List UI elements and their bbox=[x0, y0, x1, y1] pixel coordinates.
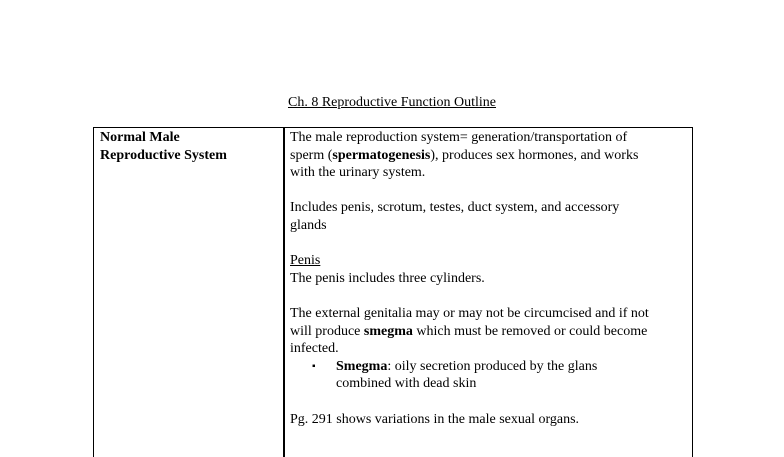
ext-line-2-end: which must be removed or could become bbox=[412, 323, 648, 339]
topic-cell bbox=[100, 129, 278, 164]
square-bullet-icon: ▪ bbox=[312, 360, 316, 372]
ext-line-2-start: will produce bbox=[290, 323, 364, 339]
ext-line-2 bbox=[290, 323, 690, 341]
ext-line-3: infected. bbox=[290, 341, 339, 357]
bullet-line-1 bbox=[336, 358, 690, 376]
outline-title bbox=[0, 94, 784, 111]
intro-line-2-start: sperm ( bbox=[290, 147, 333, 163]
smegma-bullet bbox=[290, 358, 690, 393]
spermatogenesis-term: spermatogenesis bbox=[332, 147, 431, 163]
bullet-line-1-text: : oily secretion produced by the glans bbox=[387, 358, 598, 374]
topic-line-2: Reproductive System bbox=[100, 147, 227, 163]
intro-line-2 bbox=[290, 147, 690, 165]
intro-line-3: with the urinary system. bbox=[290, 165, 426, 181]
includes-line-2: glands bbox=[290, 217, 327, 233]
external-genitalia-paragraph bbox=[290, 305, 690, 358]
smegma-term: smegma bbox=[363, 323, 413, 339]
bullet-line-2: combined with dead skin bbox=[336, 376, 477, 392]
table-column-divider bbox=[283, 127, 285, 457]
intro-line-2-end: ), produces sex hormones, and works bbox=[430, 147, 639, 163]
ext-line-1: The external genitalia may or may not be circumcised and if not bbox=[290, 305, 649, 321]
penis-text: The penis includes three cylinders. bbox=[290, 270, 485, 286]
includes-line-1: Includes penis, scrotum, testes, duct system, and accessory bbox=[290, 200, 620, 216]
intro-line-1: The male reproduction system= generation/transportation of bbox=[290, 130, 628, 145]
penis-section bbox=[290, 252, 690, 287]
penis-heading: Penis bbox=[290, 253, 321, 269]
notes-cell bbox=[290, 129, 690, 428]
topic-line-1: Normal Male bbox=[100, 130, 180, 145]
page-reference-text: Pg. 291 shows variations in the male sexual organs. bbox=[290, 411, 580, 427]
bullet-term: Smegma bbox=[336, 358, 388, 374]
page-reference bbox=[290, 411, 690, 429]
outline-title-text: Ch. 8 Reproductive Function Outline bbox=[287, 95, 497, 110]
intro-paragraph bbox=[290, 129, 690, 182]
includes-paragraph bbox=[290, 199, 690, 234]
